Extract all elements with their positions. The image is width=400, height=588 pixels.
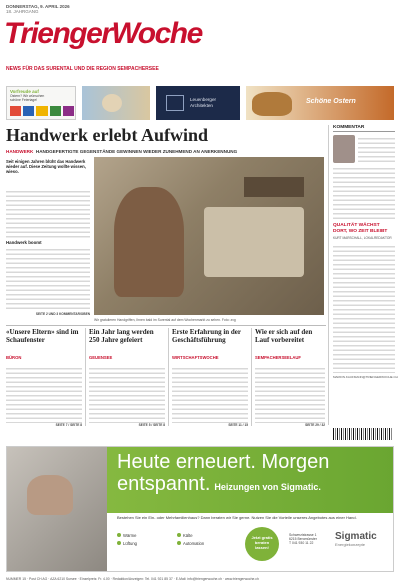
article-kicker: SEMPACHERSEELAUF <box>255 355 301 360</box>
feature-cold <box>177 533 237 538</box>
badge-line-2: beraten <box>254 540 270 545</box>
commentary-text-top <box>358 135 395 163</box>
ad-slogan-1: Heute erneuert. Morgen <box>117 451 330 473</box>
ad3-text: Schöne Ostern <box>306 98 356 105</box>
commentary-text <box>333 165 395 221</box>
article-body <box>6 365 82 423</box>
architect-name: Leuenberger <box>190 97 217 102</box>
ad-address <box>289 533 329 545</box>
check-icon <box>117 541 121 545</box>
feature-warmth <box>117 533 177 538</box>
article-body <box>172 365 248 423</box>
lead-signature: SEITE 2 UND 3 KOMMENTAR/OBEN <box>35 312 90 316</box>
article-body <box>89 365 165 423</box>
check-icon <box>177 533 181 537</box>
feature-label: Kälte <box>183 533 193 538</box>
ad-architects <box>156 86 240 120</box>
article-kicker: GEUENSEE <box>89 355 113 360</box>
brand-name: Sigmatic <box>335 531 377 542</box>
ad1-logo-strip <box>10 106 74 116</box>
commentary-title: QUALITÄT WÄCHST DORT, WO ZEIT BLEIBT <box>333 223 388 234</box>
egg-icon <box>102 94 122 112</box>
article-sempachersee <box>255 328 325 426</box>
article-geuensee <box>89 328 165 426</box>
article-divider <box>85 328 86 426</box>
commentary-author: KURT MARSCHALL, LOKALREDAKTOR <box>333 236 392 240</box>
ad-badge[interactable] <box>245 527 279 561</box>
article-kicker: BÜRON <box>6 355 22 360</box>
issue-volume: 18. JAHRGANG <box>6 9 39 14</box>
article-signature: SEITE 7 / SEITE 8 <box>55 423 82 427</box>
workbench-icon <box>204 207 304 277</box>
ad-slogan-2 <box>117 473 321 496</box>
check-icon <box>177 541 181 545</box>
article-wirtschaft <box>172 328 248 426</box>
lead-headline: Handwerk erlebt Aufwind <box>6 125 209 145</box>
commentary-email[interactable]: MARION.KAUFMANN@TRIENGERWOCHE.CH <box>333 375 398 379</box>
author-portrait <box>333 135 355 163</box>
column-divider <box>328 125 329 425</box>
feature-ventilation <box>117 541 177 546</box>
article-divider <box>168 328 169 426</box>
article-kicker: WIRTSCHAFTSWOCHE <box>172 355 219 360</box>
feature-label: Automation <box>183 541 205 546</box>
shelf-icon <box>244 177 304 197</box>
feature-label: Wärme <box>123 533 137 538</box>
architect-sub: Architekten <box>190 103 213 108</box>
lead-subhead-text: HANDGEFERTIGTE GEGENSTÄNDE GEWINNEN WIEDER ZUNEHMEND AN ANERKENNUNG <box>35 149 238 154</box>
ad-easter-bunny <box>246 86 394 120</box>
ad-sigmatic <box>6 446 394 572</box>
feature-automation <box>177 541 237 546</box>
ad-features <box>117 533 237 546</box>
article-buron <box>6 328 82 426</box>
newspaper-logo: TriengerWoche <box>4 17 202 50</box>
badge-line-3: lassen! <box>255 545 269 550</box>
article-headline: «Unsere Eltern» sind im Schaufenster <box>6 328 79 344</box>
ad1-line-3: schöne Feiertage! <box>10 98 38 102</box>
lead-body-text <box>6 188 90 238</box>
lead-photo <box>94 157 324 315</box>
lead-subhead <box>6 149 237 154</box>
commentary-body <box>333 243 395 373</box>
address-line-1: Schwerzistrasse 1 <box>289 533 317 537</box>
article-body <box>255 365 325 423</box>
footer-imprint: NUMMER 15 · Post CH AG · AZA 6210 Sursee · Einzelpreis: Fr. 4.00 · Redaktion/Anzeigen: Tel. 041 921 85 37 · E-Mail: info@triengerwoche.ch · www.triengerwoche.ch <box>6 577 259 581</box>
ad-slogan-2b: Heizungen von Sigmatic. <box>214 482 321 492</box>
article-headline: Erste Erfahrung in der Geschäftsführung <box>172 328 241 344</box>
lead-body-text-2 <box>6 246 90 311</box>
ad-body: Bestehen Sie ein Ein- oder Mehrfamilienhaus? Dann beraten wir Sie gerne. Nutzen Sie die Vorteile unseres Angebotes aus einer Hand. <box>117 515 357 520</box>
address-line-2: 6215 Beromünster <box>289 537 317 541</box>
article-signature: SEITE 11 / 15 <box>228 423 248 427</box>
lead-intro: Seit einigen Jahren blüht das Handwerk wieder auf. Diese Zeitung wollte wissen, wieso. <box>6 159 86 175</box>
issue-date: DONNERSTAG, 9. APRIL 2026 <box>6 4 70 9</box>
lead-kicker: HANDWERK <box>6 149 34 154</box>
bunny-icon <box>252 92 292 116</box>
article-signature: SEITE 29 / 32 <box>305 423 325 427</box>
article-headline: Wie er sich auf den Lauf vorbereitet <box>255 328 313 344</box>
tagline: NEWS FÜR DAS SURENTAL UND DIE REGION SEMPACHERSEE <box>6 66 159 72</box>
article-signature: SEITE 5 / SEITE 8 <box>138 423 165 427</box>
badge-line-1: Jetzt gratis <box>251 535 273 540</box>
lead-subtitle: Handwerk boomt <box>6 240 42 245</box>
person-icon <box>27 475 73 515</box>
feature-label: Lüftung <box>123 541 137 546</box>
article-divider <box>251 328 252 426</box>
ad1-line-2: Ostern? Wir wünschen <box>10 94 45 98</box>
ad1-line-1: Vorfreude auf <box>10 89 39 94</box>
lead-photo-caption: Wir gratulieren Handgriffen, Ihnen bald im Surental auf dem Wochenmarkt zu sehen. Foto: zvg <box>94 318 236 322</box>
check-icon <box>117 533 121 537</box>
commentary-label: KOMMENTAR <box>333 125 395 132</box>
sigmatic-logo <box>335 531 391 547</box>
ad-photo-easter <box>82 86 150 120</box>
address-line-3: T 041 930 11 22 <box>289 541 314 545</box>
person-icon <box>114 187 184 297</box>
section-divider <box>6 325 326 326</box>
ad-slogan-2a: entspannt. <box>117 473 211 495</box>
ad-easter-banner <box>6 86 76 120</box>
commentary-column <box>333 125 398 425</box>
brand-sub: Energiekonzepte <box>335 542 366 547</box>
article-headline: Ein Jahr lang werden 250 Jahre gefeiert <box>89 328 154 344</box>
architect-logo-icon <box>166 95 184 111</box>
ad-photo <box>7 447 107 572</box>
barcode-icon <box>333 428 393 440</box>
